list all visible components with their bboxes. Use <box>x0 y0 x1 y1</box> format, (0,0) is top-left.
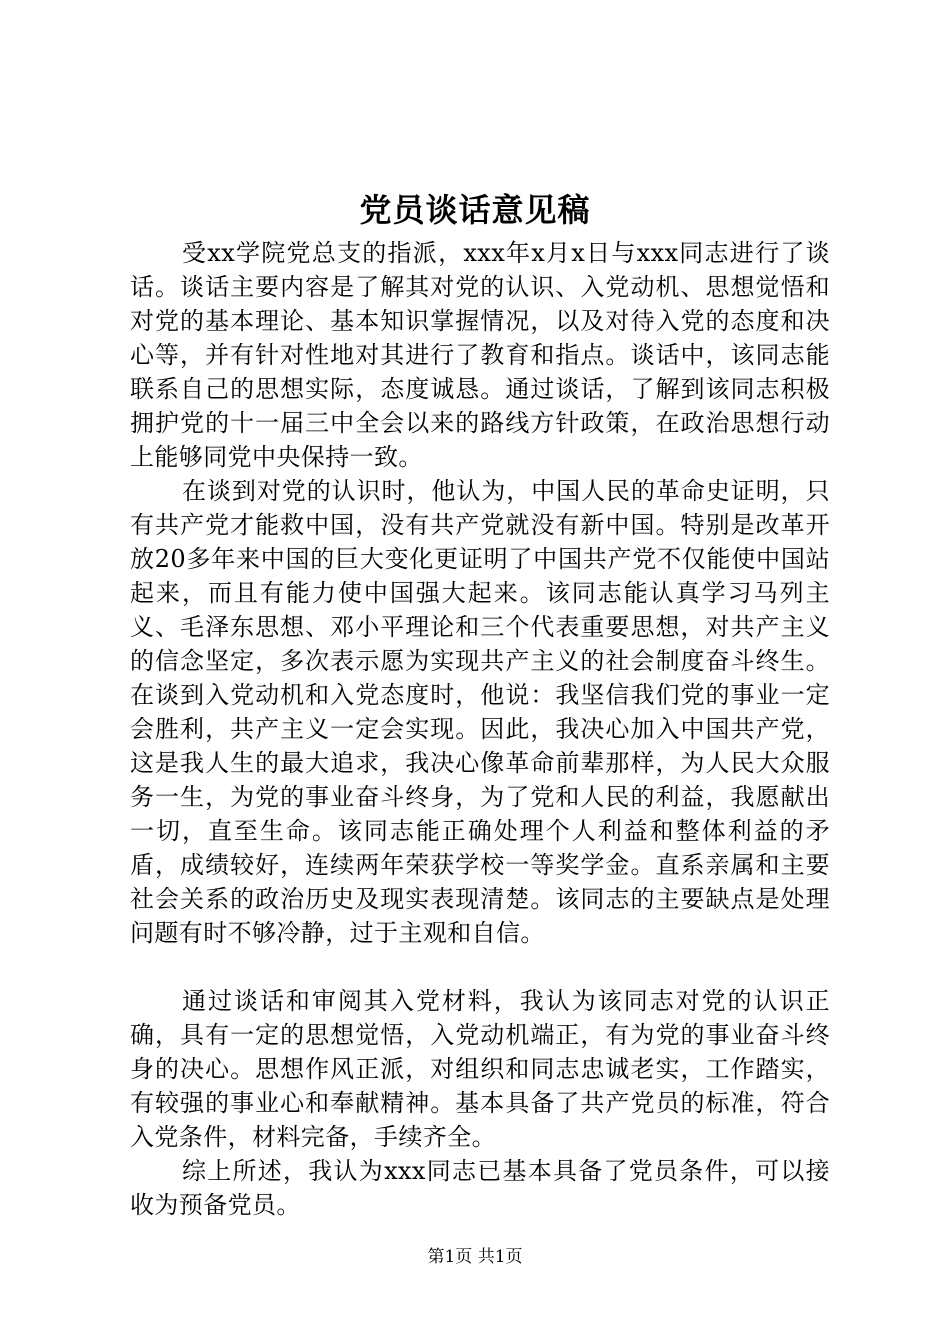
paragraph-spacer <box>130 950 830 984</box>
page-footer: 第1页 共1页 <box>427 1247 523 1267</box>
paragraph-4: 综上所述，我认为xxx同志已基本具备了党员条件，可以接收为预备党员。 <box>130 1157 830 1219</box>
paragraph-1: 受xx学院党总支的指派，xxx年x月x日与xxx同志进行了谈话。谈话主要内容是了解其对党的认识、入党动机、思想觉悟和对党的基本理论、基本知识掌握情况，以及对待入党的态度和决心等，并有针对性地对其进行了教育和指点。谈话中，该同志能联系自己的思想实际，态度诚恳。通过谈话，了解到该同志积极拥护党的十一届三中全会以来的路线方针政策，在政治思想行动上能够同党中央保持一致。 <box>130 239 830 471</box>
paragraph-2: 在谈到对党的认识时，他认为，中国人民的革命史证明，只有共产党才能救中国，没有共产党就没有新中国。特别是改革开放20多年来中国的巨大变化更证明了中国共产党不仅能使中国站起来，而且有能力使中国强大起来。该同志能认真学习马列主义、毛泽东思想、邓小平理论和三个代表重要思想，对共产主义的信念坚定，多次表示愿为实现共产主义的社会制度奋斗终生。在谈到入党动机和入党态度时，他说：我坚信我们党的事业一定会胜利，共产主义一定会实现。因此，我决心加入中国共产党，这是我人生的最大追求，我决心像革命前辈那样，为人民大众服务一生，为党的事业奋斗终身，为了党和人民的利益，我愿献出一切，直至生命。该同志能正确处理个人利益和整体利益的矛盾，成绩较好，连续两年荣获学校一等奖学金。直系亲属和主要社会关系的政治历史及现实表现清楚。该同志的主要缺点是处理问题有时不够冷静，过于主观和自信。 <box>130 477 830 947</box>
document-title: 党员谈话意见稿 <box>359 191 591 229</box>
document-body <box>130 236 830 1222</box>
paragraph-3: 通过谈话和审阅其入党材料，我认为该同志对党的认识正确，具有一定的思想觉悟，入党动机端正，有为党的事业奋斗终身的决心。思想作风正派，对组织和同志忠诚老实，工作踏实，有较强的事业心和奉献精神。基本具备了共产党员的标准，符合入党条件，材料完备，手续齐全。 <box>130 987 830 1151</box>
